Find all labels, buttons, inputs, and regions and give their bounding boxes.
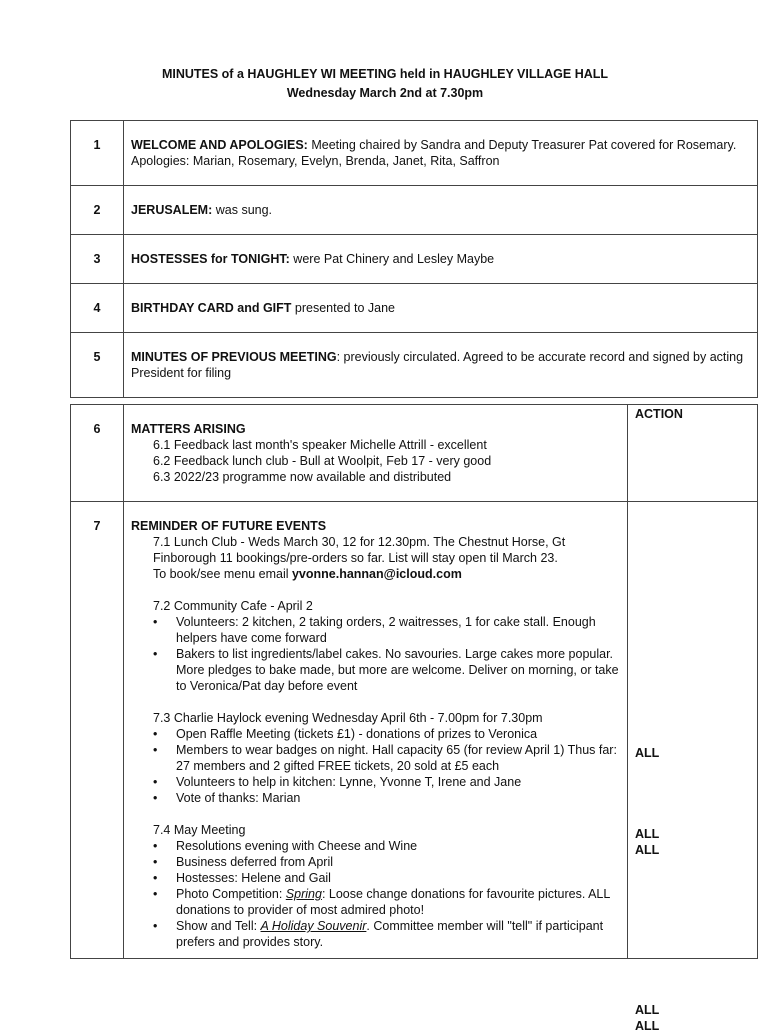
item-content [124, 502, 628, 959]
item-title: MATTERS ARISING [131, 422, 246, 436]
item-title: HOSTESSES for TONIGHT: [131, 252, 290, 266]
action-label: ALL [635, 1019, 660, 1033]
action-cell [628, 502, 758, 1033]
list-item: • Resolutions evening with Cheese and Wine [153, 838, 623, 854]
list-item: • Vote of thanks: Marian [153, 790, 623, 806]
item-content [124, 333, 758, 398]
contact-email: yvonne.hannan@icloud.com [291, 567, 462, 581]
list-item-text: Photo Competition: [176, 887, 286, 901]
cafe-list [131, 614, 623, 694]
list-item: • Bakers to list ingredients/label cakes. No savouries. Large cakes more popular. More pledges to bake made, but more are welcome. Deliver on morning, or take to Veronica/Pat day before event [153, 646, 623, 694]
list-item: • Volunteers to help in kitchen: Lynne, Yvonne T, Irene and Jane [153, 774, 623, 790]
matters-line: 6.2 Feedback lunch club - Bull at Woolpit, Feb 17 - very good [153, 454, 492, 468]
action-label: ALL [635, 746, 660, 760]
show-tell-theme: A Holiday Souvenir [260, 919, 367, 933]
agenda-row-3 [71, 235, 758, 284]
list-item: • Business deferred from April [153, 854, 623, 870]
list-item: • Hostesses: Helene and Gail [153, 870, 623, 886]
item-number: 7 [71, 502, 124, 959]
list-item: • Volunteers: 2 kitchen, 2 taking orders, 2 waitresses, 1 for cake stall. Enough helpers have come forward [153, 614, 623, 646]
minutes-title: MINUTES of a HAUGHLEY WI MEETING held in HAUGHLEY VILLAGE HALL [161, 67, 609, 81]
lunch-club-text: To book/see menu email [153, 567, 292, 581]
item-content [124, 405, 628, 502]
list-item [153, 886, 623, 918]
charlie-list [131, 726, 623, 806]
item-number: 1 [71, 121, 124, 186]
meeting-date: Wednesday March 2nd at 7.30pm [286, 86, 484, 100]
item-title: JERUSALEM: [131, 203, 213, 217]
agenda-row-6 [71, 405, 758, 502]
list-item-text: Show and Tell: [176, 919, 261, 933]
item-content [124, 186, 758, 235]
lunch-club-line [131, 566, 623, 582]
list-item: • Members to wear badges on night. Hall capacity 65 (for review April 1) Thus far: 27 members and 2 gifted FREE tickets, 20 sold at £5 each [153, 742, 623, 774]
item-number: 5 [71, 333, 124, 398]
may-list [131, 838, 623, 950]
agenda-row-5 [71, 333, 758, 398]
item-content [124, 121, 758, 186]
action-header: ACTION [628, 405, 758, 502]
agenda-row-1 [71, 121, 758, 186]
agenda-table-2 [70, 404, 758, 1033]
action-label: ALL [635, 827, 660, 841]
agenda-row-4 [71, 284, 758, 333]
may-title: 7.4 May Meeting [153, 823, 246, 837]
item-content [124, 284, 758, 333]
matters-line: 6.1 Feedback last month's speaker Michelle Attrill - excellent [153, 438, 487, 452]
item-text: : previously circulated. Agreed to be accurate record and signed by acting President for filing [131, 350, 744, 380]
matters-line: 6.3 2022/23 programme now available and distributed [153, 470, 452, 484]
list-item-text: . Committee member will "tell" if participant prefers and provides story. [176, 919, 604, 949]
item-number: 3 [71, 235, 124, 284]
item-title: REMINDER OF FUTURE EVENTS [131, 519, 327, 533]
list-item [153, 918, 623, 950]
agenda-row-2 [71, 186, 758, 235]
item-text: was sung. [212, 203, 273, 217]
item-title: MINUTES OF PREVIOUS MEETING [131, 350, 337, 364]
item-text: were Pat Chinery and Lesley Maybe [289, 252, 495, 266]
agenda-row-7 [71, 502, 758, 959]
charlie-title: 7.3 Charlie Haylock evening Wednesday April 6th - 7.00pm for 7.30pm [153, 711, 543, 725]
list-item: • Open Raffle Meeting (tickets £1) - donations of prizes to Veronica [153, 726, 623, 742]
item-number: 6 [71, 405, 124, 502]
item-title: WELCOME AND APOLOGIES: [131, 138, 308, 152]
item-title: BIRTHDAY CARD and GIFT [131, 301, 292, 315]
competition-theme: Spring [285, 887, 322, 901]
item-number: 4 [71, 284, 124, 333]
item-content [124, 235, 758, 284]
list-item-text: : Loose change donations for favourite pictures. ALL donations to provider of most admired photo! [176, 887, 610, 917]
lunch-club-line: Finborough 11 bookings/pre-orders so far. List will stay open til March 23. [153, 551, 558, 565]
item-number: 2 [71, 186, 124, 235]
lunch-club-line: 7.1 Lunch Club - Weds March 30, 12 for 12.30pm. The Chestnut Horse, Gt [153, 535, 566, 549]
agenda-table-1 [70, 120, 758, 398]
action-label: ALL [635, 843, 660, 857]
action-label: ALL [635, 1003, 660, 1017]
cafe-title: 7.2 Community Cafe - April 2 [153, 599, 313, 613]
item-text: Meeting chaired by Sandra and Deputy Treasurer Pat covered for Rosemary. Apologies: Marian, Rosemary, Evelyn, Brenda, Janet, Rita, Saffron [131, 138, 737, 168]
item-text: presented to Jane [291, 301, 395, 315]
